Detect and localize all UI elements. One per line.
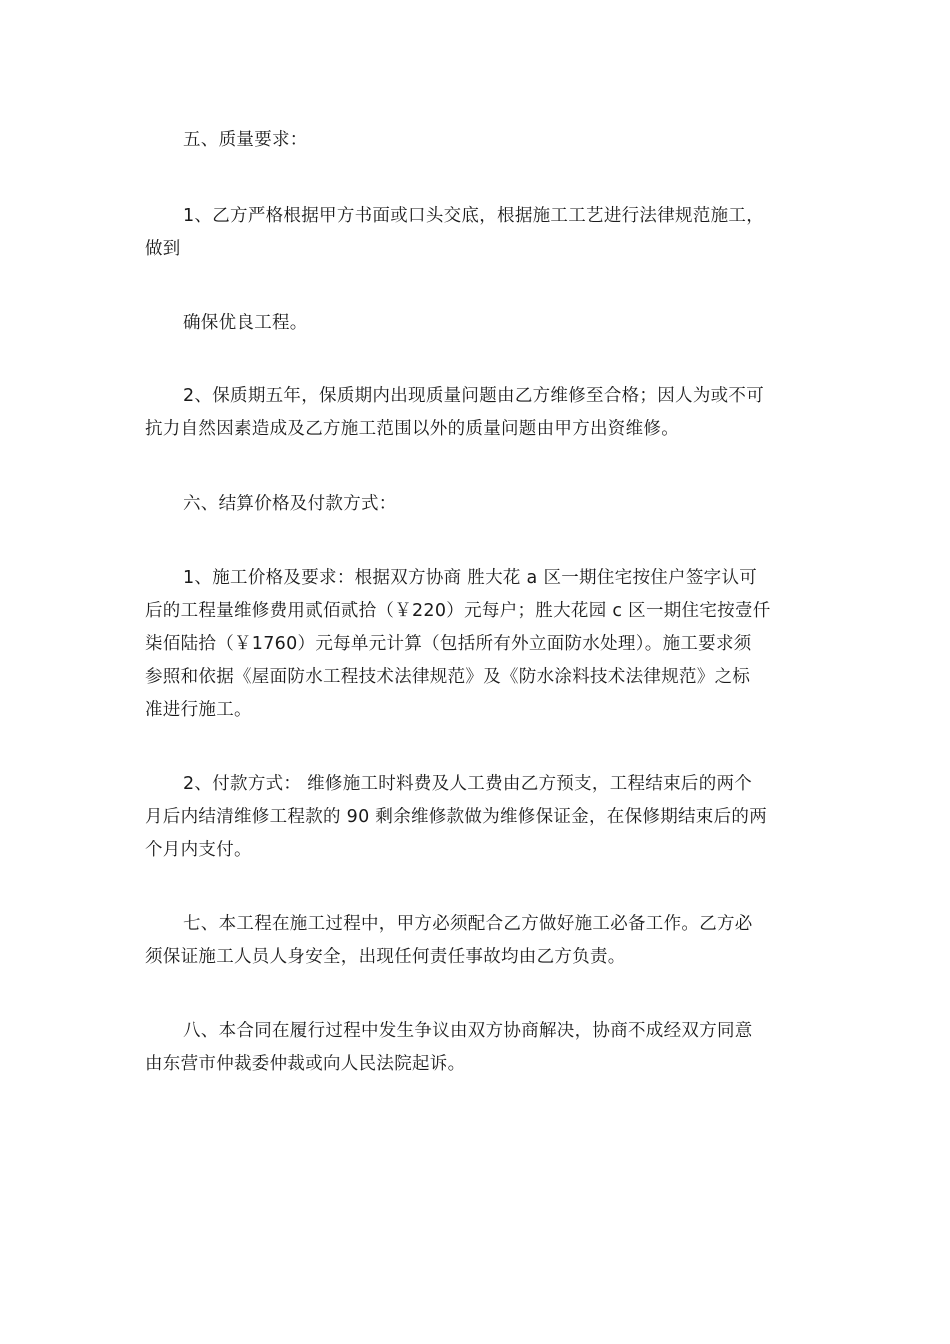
paragraph-settlement-2: 2、付款方式： 维修施工时料费及人工费由乙方预支，工程结束后的两个 月后内结清维修工程款的 90 剩余维修款做为维修保证金，在保修期结束后的两 个月内支付。 <box>145 774 767 860</box>
document-body <box>145 124 810 1081</box>
paragraph-settlement-1: 1、施工价格及要求：根据双方协商 胜大花 a 区一期住宅按住户签字认可 后的工程量维修费用贰佰贰拾（￥220）元每户；胜大花园 c 区一期住宅按壹仟 柒佰陆拾（￥1760）元每单元计算（包括所有外立面防水处理）。施工要求须 参照和依据《屋面防水工程技术法律规范》及《防水涂料技术法律规范》之标 准进行施工。 <box>145 568 771 720</box>
paragraph-clause-8: 八、本合同在履行过程中发生争议由双方协商解决，协商不成经双方同意 由东营市仲裁委仲裁或向人民法院起诉。 <box>145 1021 753 1074</box>
paragraph-quality-2: 2、保质期五年，保质期内出现质量问题由乙方维修至合格；因人为或不可 抗力自然因素造成及乙方施工范围以外的质量问题由甲方出资维修。 <box>145 386 765 439</box>
paragraph-clause-7: 七、本工程在施工过程中，甲方必须配合乙方做好施工必备工作。乙方必 须保证施工人员人身安全，出现任何责任事故均由乙方负责。 <box>145 914 753 967</box>
section-heading-quality: 五、质量要求： <box>183 130 308 150</box>
paragraph-quality-1-cont: 确保优良工程。 <box>183 313 308 333</box>
section-heading-settlement: 六、结算价格及付款方式： <box>183 494 397 514</box>
paragraph-quality-1: 1、乙方严格根据甲方书面或口头交底，根据施工工艺进行法律规范施工， 做到 <box>145 206 765 259</box>
